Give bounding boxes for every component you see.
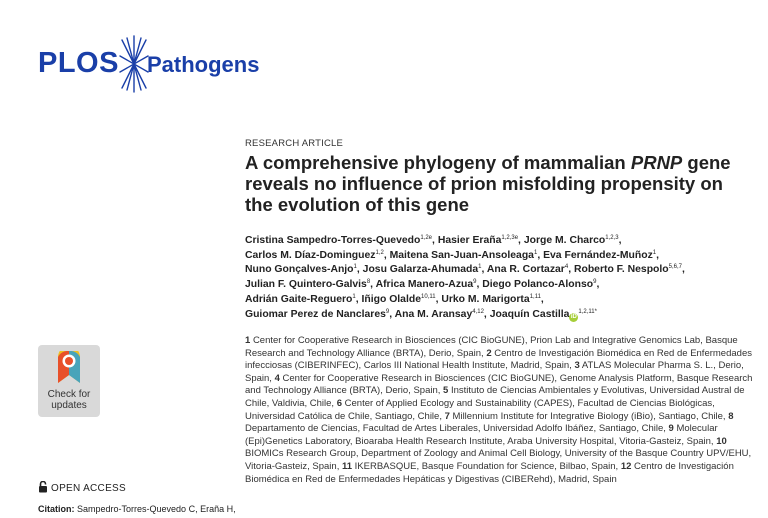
author-affiliation: 1,2,11* [578,308,597,315]
check-for-updates-badge[interactable] [38,345,100,417]
affiliation-text: Instituto de Ciencias Ambientales y Evolutivas, Universidad Austral de Chile, Valdivia, Chile, [245,385,745,409]
author-affiliation: 1,2,3 [605,235,619,241]
affiliation-item [342,461,618,472]
affiliation-number: 5 [443,385,449,397]
author[interactable] [245,264,357,275]
affiliation-list [245,335,755,486]
author-name: Nuno Gonçalves-Anjo [245,264,354,276]
affiliation-number: 1 [245,335,251,346]
affiliation-text: Molecular (Epi)Genetics Laboratory, Bioaraba Health Research Institute, Araba University Hospital, Vitoria-Gasteiz, Spain, [245,423,718,447]
affiliation-text: Millennium Institute for Integrative Biology (iBio), Santiago, Chile, [452,410,726,422]
author-name: Eva Fernández-Muñoz [543,249,653,261]
author-affiliation: 1,2 [375,249,384,256]
author[interactable] [362,294,436,305]
author-name: Maitena San-Juan-Ansoleaga [389,249,534,261]
author-affiliation: 4 [564,264,569,271]
author-affiliation: 5,6,7 [668,264,682,271]
author-affiliation: 1 [352,293,356,300]
author-affiliation: 1,2e [420,235,433,241]
affiliation-text: Center for Cooperative Research in Biosciences (CIC BioGUNE), Genome Analysis Platform, Basque Research and Technology Alliance (BRTA), Derio, Spain, [245,372,753,397]
author[interactable] [245,294,356,305]
author-name: Diego Polanco-Alonso [482,279,594,291]
author-affiliation: 10,11 [420,293,436,300]
affiliation-item [445,411,726,422]
badge-line2: updates [51,400,87,411]
author[interactable] [376,279,477,290]
affiliation-number: 9 [668,423,674,435]
author-affiliation: 1 [533,249,538,256]
author-name: Ana R. Cortazar [486,264,565,276]
citation [38,504,236,514]
author-affiliation: 1 [353,264,357,271]
affiliation-text: Centro de Investigación Biomédica en Red de Enfermedades infecciosas (CIBERINFEC), Carlos III National Health Institute, Madrid, Spain, [245,347,752,372]
author-name: Hasier Eraña [437,235,502,246]
affiliation-number: 8 [728,410,734,422]
author[interactable] [490,309,597,320]
author-affiliation: 9 [473,279,477,286]
affiliation-number: 3 [574,360,580,372]
author-name: Josu Galarza-Ahumada [362,264,479,276]
author-name: Julian F. Quintero-Galvis [245,279,367,291]
author-name: Africa Manero-Azua [375,279,474,291]
badge-line1: Check for [47,389,91,400]
bookmark-icon [54,351,84,387]
plos-burst-icon [118,34,150,94]
journal-name: Pathogens [147,52,260,77]
open-access-label [38,481,126,494]
author[interactable] [245,235,432,246]
author-name: Urko M. Marigorta [441,293,530,305]
affiliation-text: IKERBASQUE, Basque Foundation for Science, Bilbao, Spain, [354,460,619,472]
affiliation-text: ATLAS Molecular Pharma S. L., Derio, Spain, [245,360,744,384]
author-name: Roberto F. Nespolo [573,264,669,276]
author-name: Carlos M. Díaz-Dominguez [245,249,376,261]
affiliation-text: Center for Cooperative Research in Biosciences (CIC BioGUNE), Prion Lab and Integrative Genomics Lab, Basque Research and Technology Alliance (BRTA), Derio, Spain, [245,335,738,359]
author-affiliation: 8 [366,279,371,286]
citation-label: Citation: [38,504,75,514]
author-name: Guiomar Perez de Nanclares [245,308,386,320]
author[interactable] [390,250,538,261]
affiliation-text: Center of Applied Ecology and Sustainability (CAPES), Facultad de Ciencias Biológicas, Universidad Católica de Chile, Santiago, Chile, [245,397,715,422]
badge-label [38,389,100,411]
author[interactable] [363,264,482,275]
affiliation-number: 10 [716,435,727,447]
author[interactable] [487,264,568,275]
open-lock-icon [38,481,48,493]
title-gene: PRNP [630,152,683,173]
author[interactable] [245,309,389,320]
orcid-icon[interactable]: iD [570,313,577,320]
author-affiliation: 1,11 [529,293,541,300]
author[interactable] [543,250,656,261]
affiliation-text: Centro de Investigación Biomédica en Red de Enfermedades Hepáticas y Digestivas (CIBERehd), Madrid, Spain [245,460,734,485]
affiliation-text: Departamento de Ciencias, Facultad de Artes Liberales, Universidad Adolfo Ibáñez, Santiago, Chile, [245,423,666,435]
author-name: Iñigo Olalde [361,293,421,305]
author-affiliation: 1 [478,264,482,271]
author-affiliation: 1 [652,249,657,256]
affiliation-number: 2 [486,347,492,359]
affiliation-number: 6 [336,397,342,409]
author-affiliation: 9 [593,279,597,286]
author[interactable] [438,235,518,246]
article-title [245,152,750,215]
title-part-2: gene reveals no influence of prion misfolding propensity on the evolution of this gene [245,152,731,215]
citation-text: Sampedro-Torres-Quevedo C, Eraña H, [77,504,236,514]
affiliation-text: BIOMICs Research Group, Department of Zoology and Animal Cell Biology, University of the Basque Country UPV/EHU, Vitoria-Gasteiz, Spain, [245,448,752,472]
affiliation-number: 7 [444,410,450,422]
author-name: Ana M. Aransay [394,308,473,320]
author[interactable] [482,279,596,290]
author-name: Joaquín Castilla [489,308,570,320]
affiliation-number: 4 [274,372,280,384]
author[interactable] [441,294,541,305]
journal-logo[interactable] [38,34,268,94]
author[interactable] [245,250,384,261]
author[interactable] [574,264,682,275]
publisher-wordmark: PLOS [38,47,119,79]
affiliation-number: 12 [620,460,632,472]
author-name: Jorge M. Charco [523,235,606,246]
author-name: Cristina Sampedro-Torres-Quevedo [245,235,421,246]
author-affiliation: 1,2,3e [501,235,519,241]
author-name: Adrián Gaite-Reguero [245,293,353,305]
open-access-text: OPEN ACCESS [51,483,126,494]
author-affiliation: 4,12 [472,308,484,315]
author-affiliation: 9 [385,308,390,315]
author[interactable] [395,309,484,320]
author-list: Cristina Sampedro-Torres-Quevedo$^{1,2e}$, Hasier Eraña$^{1,2,3e}$, Jorge M. Charco$^{1,2,3}$, Carlos M. Díaz-Dominguez$^{1,2}$, Maitena San-Juan-Ansoleaga$^1$, Eva Fernández-Muñoz$^1$, Nuno Gonçalves-Anjo$^1$, Josu Galarza-Ahumada$^1$, Ana R. Cortazar$^4$, Roberto F. Nespolo$^{5,6,7}$, Julian F. Quintero-Galvis$^8$, Africa Manero-Azua$^9$, Diego Polanco-Alonso$^9$, Adrián Gaite-Reguero$^1$, Iñigo Olalde$^{10,11}$, Urko M. Marigorta$^{1,11}$, Guiomar Perez de Nanclares$^9$, Ana M. Aransay$^{4,12}$, Joaquín Castilla $iD^{1,2,11*}$ [245,235,685,320]
article-type: RESEARCH ARTICLE [245,138,344,149]
author[interactable] [524,235,619,246]
affiliation-number: 11 [341,460,353,472]
author[interactable] [245,279,370,290]
title-part-1: A comprehensive phylogeny of mammalian [245,152,631,173]
